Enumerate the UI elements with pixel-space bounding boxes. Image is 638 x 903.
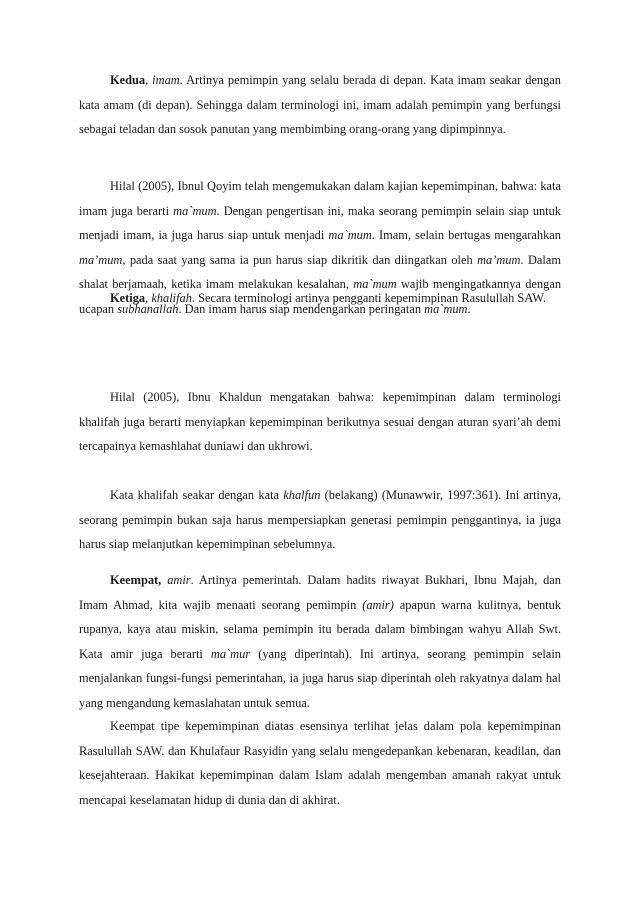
italic-term: ma`mur — [210, 646, 251, 661]
italic-term: ma’mum — [79, 252, 123, 267]
text-run: . Dan imam harus siap mendengarkan peringatan — [178, 301, 425, 316]
italic-term: ma`mum — [424, 301, 468, 316]
text-run: Hilal (2005), Ibnul Qoyim telah mengemukakan dalam kajian kepemimpinan, bahwa: kata imam juga berarti — [79, 179, 561, 218]
italic-term: ma`mum — [173, 203, 217, 218]
text-run: wajib mengingatkannya dengan ucapan — [79, 277, 562, 316]
text-run: . Dalam shalat berjamaah, ketika imam melakukan kesalahan, — [79, 252, 561, 292]
italic-term: imam — [152, 73, 180, 87]
text-run: apapun warna kulitnya, bentuk rupanya, kaya atau miskin, selama pemimpin itu berada dalam bimbingan wahyu Allah Swt. Kata amir juga berarti — [79, 597, 561, 661]
text-run: . — [467, 301, 471, 316]
italic-term: khalifah — [151, 291, 192, 305]
text-run: . Imam, selain bertugas mengarahkan — [371, 228, 561, 243]
text-run: . Dengan pengertisan ini, maka seorang pemimpin selain siap untuk menjadi imam, ia juga harus siap untuk menjadi — [79, 203, 561, 243]
term-heading: Kedua — [110, 73, 146, 87]
text-run: . Secara terminologi artinya pengganti kepemimpinan Rasulullah SAW. — [191, 291, 546, 305]
italic-term: khalfun — [283, 488, 321, 502]
italic-term: ma`mum — [353, 277, 397, 292]
text-run: Hilal (2005), Ibnu Khaldun mengatakan bahwa: kepemimpinan dalam terminologi khalifah juga berarti menyiapkan kepemimpinan berikutnya sesuai dengan aturan syari’ah demi tercapainya kemashlahat duniawi dan ukhrowi. — [79, 390, 561, 454]
text-run: (belakang) (Munawwir, 1997:361). Ini artinya, seorang pemimpin bukan saja harus mempersiapkan generasi pemimpin penggantinya, ia juga harus siap melanjutkan kepemimpinan sebelumnya. — [79, 488, 561, 552]
text-run: , — [145, 291, 152, 305]
paragraph-kata-khalifah — [79, 483, 561, 557]
text-run: . Artinya pemimpin yang selalu berada di depan. Kata imam seakar dengan kata amam (di depan). Sehingga dalam terminologi ini, imam adalah pemimpin yang berfungsi sebagai teladan dan sosok panutan yang membimbing orang-orang yang dipimpinnya. — [79, 73, 561, 137]
text-run: Kata khalifah seakar dengan kata — [110, 488, 284, 502]
term-heading: Ketiga — [110, 291, 146, 305]
italic-term: subhanallah — [117, 301, 179, 316]
text-run: , pada saat yang sama ia pun harus siap dikritik dan diingatkan oleh — [122, 252, 478, 267]
text-run: , — [145, 73, 153, 87]
paragraph-ketiga-khalifah — [79, 286, 561, 311]
text-run: (yang diperintah). Ini artinya, seorang pemimpin selain menjalankan fungsi-fungsi pemerintahan, ia juga harus siap diperintah oleh rakyatnya dalam hal yang mengandung kemaslahatan untuk semua. — [79, 646, 562, 710]
italic-term: amir — [167, 573, 191, 587]
paragraph-keempat-amir — [79, 568, 561, 716]
text-run: , — [158, 573, 168, 587]
italic-term: ma`mum — [328, 228, 372, 243]
text-run: . Artinya pemerintah. Dalam hadits riwayat Bukhari, Ibnu Majah, dan Imam Ahmad, kita wajib menaati seorang pemimpin — [79, 573, 562, 612]
italic-term: (amir) — [362, 597, 394, 612]
paragraph-conclusion — [79, 714, 561, 812]
paragraph-hilal-ibnu-khaldun — [79, 385, 561, 459]
paragraph-kedua-imam — [79, 68, 561, 142]
italic-term: ma’mum — [477, 252, 521, 267]
term-heading: Keempat — [110, 573, 159, 587]
text-run: Keempat tipe kepemimpinan diatas esensinya terlihat jelas dalam pola kepemimpinan Rasulullah SAW. dan Khulafaur Rasyidin yang selalu mengedepankan kebenaran, keadilan, dan kesejahteraan. Hakikat kepemimpinan dalam Islam adalah mengemban amanah rakyat untuk mencapai keselamatan hidup di dunia dan di akhirat. — [79, 719, 561, 807]
